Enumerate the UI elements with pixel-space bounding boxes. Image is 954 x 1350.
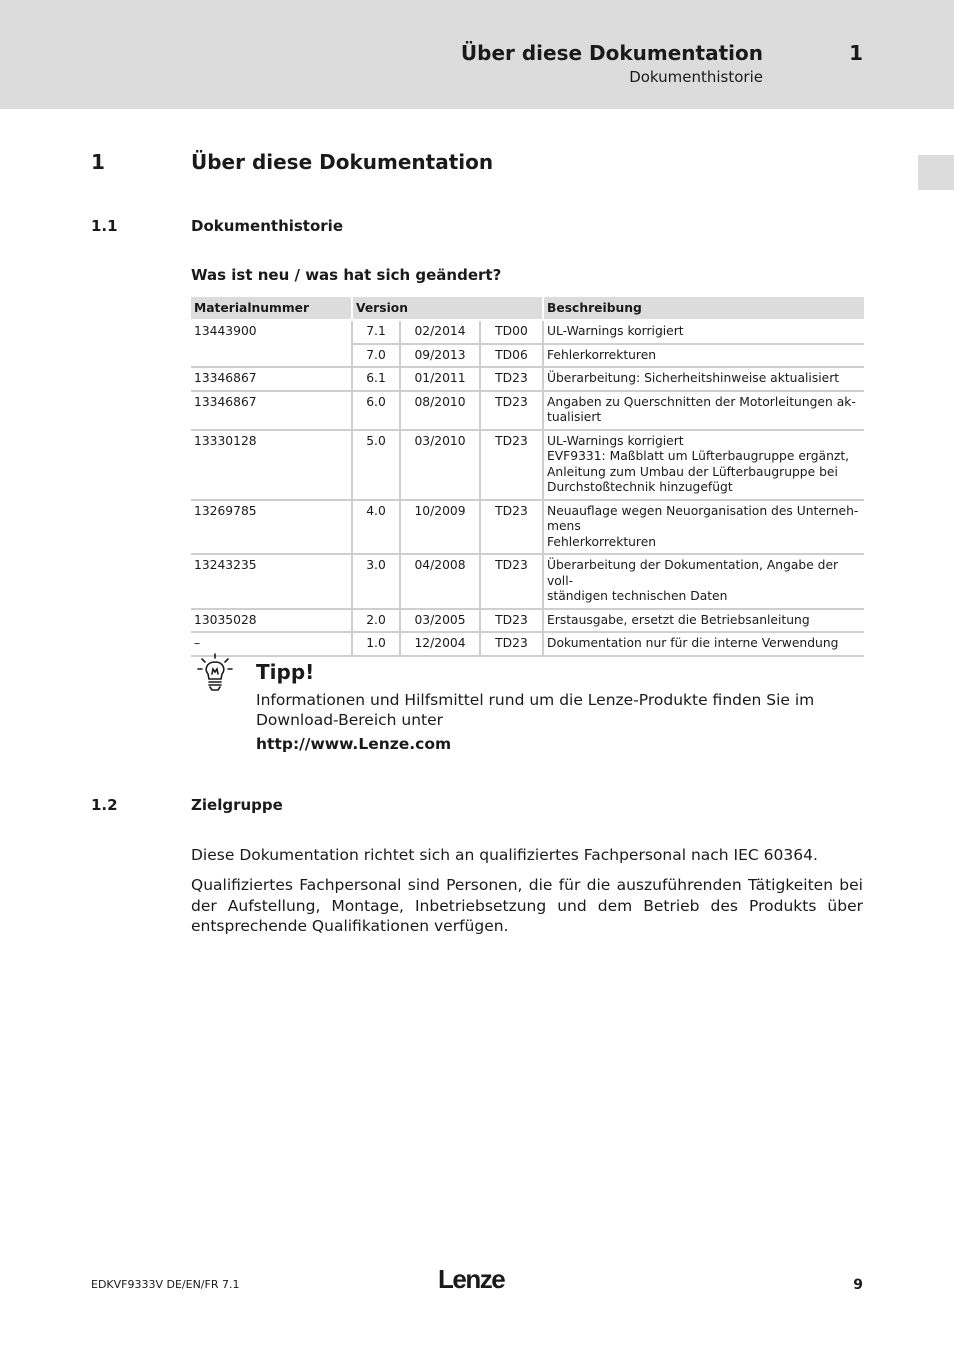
- td-cell: TD23: [480, 609, 543, 633]
- lenze-logo: [438, 1263, 516, 1293]
- material-cell: 13443900: [194, 324, 257, 338]
- td-cell: TD23: [480, 554, 543, 609]
- footer-document-id: EDKVF9333V DE/EN/FR 7.1: [91, 1278, 240, 1291]
- description-cell: Erstausgabe, ersetzt die Betriebsanleitung: [543, 609, 864, 633]
- section-number: 1.2: [91, 796, 118, 814]
- chapter-title: Über diese Dokumentation: [191, 150, 494, 174]
- version-cell: 2.0: [352, 609, 400, 633]
- version-cell: 3.0: [352, 554, 400, 609]
- tip-title: Tipp!: [256, 660, 315, 684]
- lightbulb-icon: [196, 652, 234, 692]
- td-cell: TD23: [480, 632, 543, 656]
- version-cell: 7.1: [352, 320, 400, 344]
- description-cell: Neuauflage wegen Neuorganisation des Unterneh- mens Fehlerkorrekturen: [543, 500, 864, 555]
- table-row: [191, 367, 864, 391]
- table-row: [191, 609, 864, 633]
- table-row: [191, 554, 864, 609]
- td-cell: TD06: [480, 344, 543, 368]
- description-cell: Fehlerkorrekturen: [543, 344, 864, 368]
- td-cell: TD23: [480, 367, 543, 391]
- description-cell: UL-Warnings korrigiert: [543, 320, 864, 344]
- material-cell: 13035028: [191, 609, 352, 633]
- table-row: [191, 500, 864, 555]
- lenze-logo-text: Lenze: [438, 1264, 505, 1293]
- table-heading: Was ist neu / was hat sich geändert?: [191, 266, 502, 284]
- date-cell: 09/2013: [400, 344, 480, 368]
- header-subtitle: Dokumenthistorie: [629, 68, 763, 86]
- column-header-material: Materialnummer: [191, 297, 352, 320]
- date-cell: 03/2010: [400, 430, 480, 500]
- td-cell: TD23: [480, 500, 543, 555]
- header-chapter-number: 1: [849, 41, 863, 65]
- section-number: 1.1: [91, 217, 118, 235]
- table-row: [191, 430, 864, 500]
- table-row: [191, 320, 864, 344]
- table-row: [191, 391, 864, 430]
- date-cell: 10/2009: [400, 500, 480, 555]
- date-cell: 08/2010: [400, 391, 480, 430]
- description-cell: UL-Warnings korrigiert EVF9331: Maßblatt um Lüfterbaugruppe ergänzt, Anleitung zum Umbau der Lüfterbaugruppe bei Durchstoßtechnik hinzugefügt: [543, 430, 864, 500]
- description-cell: Dokumentation nur für die interne Verwendung: [543, 632, 864, 656]
- date-cell: 12/2004: [400, 632, 480, 656]
- section-title: Zielgruppe: [191, 796, 283, 814]
- description-cell: Angaben zu Querschnitten der Motorleitungen ak- tualisiert: [543, 391, 864, 430]
- header-title: Über diese Dokumentation: [460, 41, 763, 65]
- material-cell: 13330128: [191, 430, 352, 500]
- td-cell: TD00: [480, 320, 543, 344]
- column-header-description: Beschreibung: [543, 297, 864, 320]
- version-cell: 7.0: [352, 344, 400, 368]
- material-cell: 13243235: [191, 554, 352, 609]
- table-body: [191, 320, 864, 656]
- version-cell: 5.0: [352, 430, 400, 500]
- chapter-number: 1: [91, 150, 105, 174]
- version-cell: 6.1: [352, 367, 400, 391]
- paragraph: Qualifiziertes Fachpersonal sind Personen, die für die auszuführenden Tätigkeiten bei der Aufstellung, Montage, Inbetriebsetzung und dem Betrieb des Produkts über entsprechende Qualifikationen verfügen.: [191, 876, 863, 935]
- version-cell: 1.0: [352, 632, 400, 656]
- section-title: Dokumenthistorie: [191, 217, 343, 235]
- table-row: [191, 344, 864, 368]
- column-header-version: Version: [352, 297, 543, 320]
- date-cell: 02/2014: [400, 320, 480, 344]
- document-history-table: [191, 297, 864, 657]
- lenze-website-link[interactable]: http://www.Lenze.com: [256, 735, 452, 753]
- date-cell: 04/2008: [400, 554, 480, 609]
- td-cell: TD23: [480, 430, 543, 500]
- material-cell: 13269785: [191, 500, 352, 555]
- table-row: [191, 632, 864, 656]
- paragraph: Diese Dokumentation richtet sich an qualifiziertes Fachpersonal nach IEC 60364.: [191, 846, 818, 864]
- version-cell: 6.0: [352, 391, 400, 430]
- material-cell: –: [191, 632, 352, 656]
- date-cell: 03/2005: [400, 609, 480, 633]
- version-cell: 4.0: [352, 500, 400, 555]
- material-cell: 13346867: [191, 391, 352, 430]
- tip-text: Informationen und Hilfsmittel rund um die Lenze-Produkte finden Sie im Download-Bereich unter: [256, 691, 815, 729]
- table-header-row: [191, 297, 864, 320]
- material-cell: [191, 344, 352, 368]
- date-cell: 01/2011: [400, 367, 480, 391]
- description-cell: Überarbeitung: Sicherheitshinweise aktualisiert: [543, 367, 864, 391]
- material-cell: 13346867: [191, 367, 352, 391]
- page-number: 9: [853, 1277, 863, 1293]
- chapter-side-tab: [918, 155, 954, 190]
- td-cell: TD23: [480, 391, 543, 430]
- description-cell: Überarbeitung der Dokumentation, Angabe der voll- ständigen technischen Daten: [543, 554, 864, 609]
